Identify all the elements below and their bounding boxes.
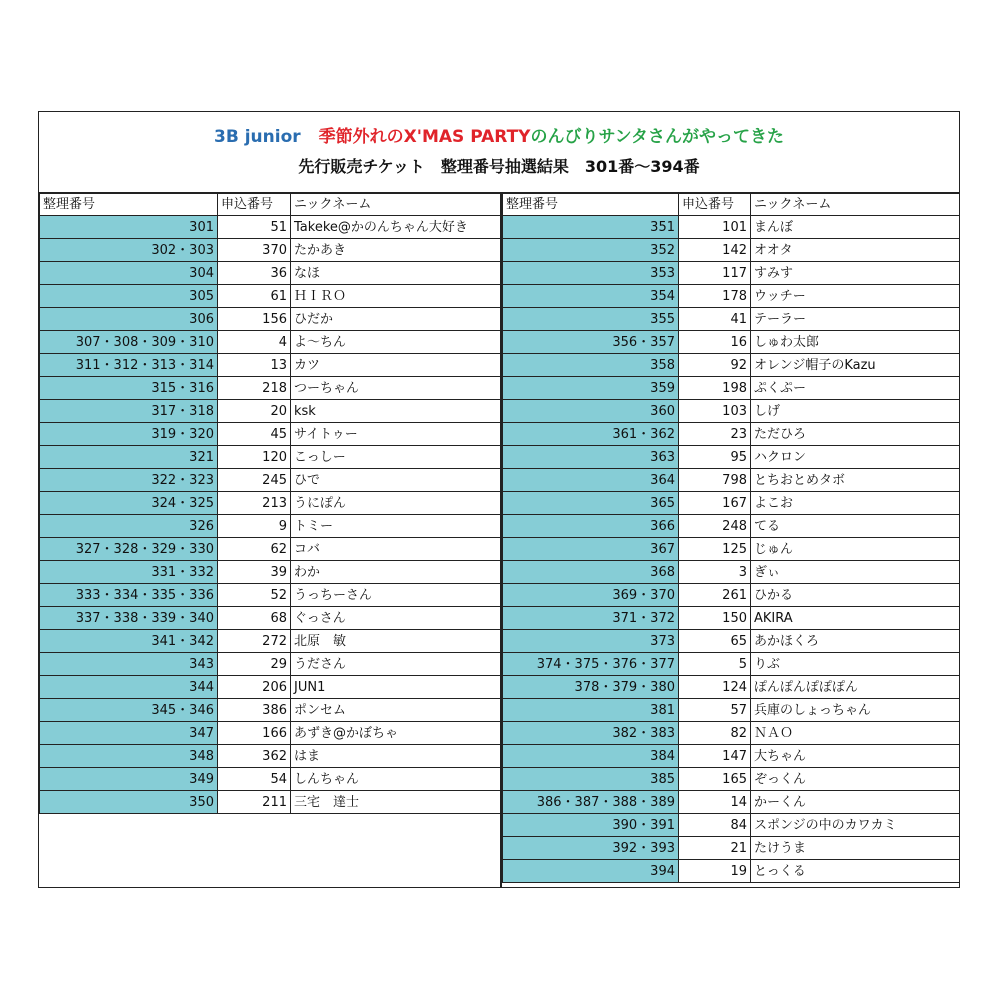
nickname-cell: オレンジ帽子のKazu [751,354,960,377]
table-row [503,791,960,814]
application-number-cell: 198 [679,377,751,400]
nickname-cell: しんちゃん [291,768,501,791]
nickname-cell: ただひろ [751,423,960,446]
seat-number-cell: 343 [40,653,218,676]
seat-number-cell: 333・334・335・336 [40,584,218,607]
table-row [503,216,960,239]
table-row [503,400,960,423]
table-header-row [40,194,501,216]
application-number-cell: 261 [679,584,751,607]
table-row [40,653,501,676]
seat-number-cell: 366 [503,515,679,538]
seat-number-cell: 306 [40,308,218,331]
application-number-cell: 3 [679,561,751,584]
seat-number-cell: 350 [40,791,218,814]
nickname-cell: あずき@かぼちゃ [291,722,501,745]
sheet-header [39,112,959,193]
table-row [40,791,501,814]
results-table-right [502,193,960,883]
table-row [40,285,501,308]
application-number-cell: 41 [679,308,751,331]
nickname-cell: ＨＩＲＯ [291,285,501,308]
table-row [503,262,960,285]
nickname-cell: とちおとめタボ [751,469,960,492]
seat-number-cell: 326 [40,515,218,538]
table-row [40,308,501,331]
table-row [503,860,960,883]
table-row [40,538,501,561]
application-number-cell: 95 [679,446,751,469]
nickname-cell: りぶ [751,653,960,676]
seat-number-cell: 327・328・329・330 [40,538,218,561]
nickname-cell: うにぽん [291,492,501,515]
seat-number-cell: 392・393 [503,837,679,860]
seat-number-cell: 374・375・376・377 [503,653,679,676]
application-number-cell: 213 [218,492,291,515]
application-number-cell: 124 [679,676,751,699]
nickname-cell: はま [291,745,501,768]
seat-number-cell: 360 [503,400,679,423]
application-number-cell: 156 [218,308,291,331]
seat-number-cell: 351 [503,216,679,239]
nickname-cell: たかあき [291,239,501,262]
table-row [503,676,960,699]
seat-number-cell: 394 [503,860,679,883]
application-number-cell: 84 [679,814,751,837]
seat-number-cell: 369・370 [503,584,679,607]
application-number-cell: 165 [679,768,751,791]
table-row [503,814,960,837]
application-number-cell: 19 [679,860,751,883]
nickname-cell: ウッチー [751,285,960,308]
nickname-cell: たけうま [751,837,960,860]
nickname-cell: まんぼ [751,216,960,239]
nickname-cell: ぷくぷー [751,377,960,400]
table-row [503,607,960,630]
application-number-cell: 9 [218,515,291,538]
seat-number-cell: 344 [40,676,218,699]
seat-number-cell: 311・312・313・314 [40,354,218,377]
seat-number-cell: 390・391 [503,814,679,837]
seat-number-cell: 349 [40,768,218,791]
nickname-cell: よ～ちん [291,331,501,354]
nickname-cell: なほ [291,262,501,285]
nickname-cell: AKIRA [751,607,960,630]
nickname-cell: スポンジの中のカワカミ [751,814,960,837]
seat-number-cell: 307・308・309・310 [40,331,218,354]
seat-number-cell: 354 [503,285,679,308]
table-row [40,584,501,607]
table-row [503,469,960,492]
application-number-cell: 4 [218,331,291,354]
table-row [503,308,960,331]
table-row [40,239,501,262]
application-number-cell: 272 [218,630,291,653]
nickname-cell: 大ちゃん [751,745,960,768]
nickname-cell: あかほくろ [751,630,960,653]
application-number-cell: 245 [218,469,291,492]
nickname-cell: しゅわ太郎 [751,331,960,354]
seat-number-cell: 355 [503,308,679,331]
seat-number-cell: 386・387・388・389 [503,791,679,814]
nickname-cell: ひかる [751,584,960,607]
table-row [40,768,501,791]
nickname-cell: ポンセム [291,699,501,722]
table-row [40,469,501,492]
table-row [503,446,960,469]
application-number-cell: 29 [218,653,291,676]
table-row [503,745,960,768]
column-header-application: 申込番号 [679,194,751,216]
seat-number-cell: 358 [503,354,679,377]
nickname-cell: てる [751,515,960,538]
table-row [503,354,960,377]
table-row [40,699,501,722]
application-number-cell: 125 [679,538,751,561]
seat-number-cell: 367 [503,538,679,561]
table-row [503,653,960,676]
nickname-cell: ひだか [291,308,501,331]
application-number-cell: 248 [679,515,751,538]
table-header-row [503,194,960,216]
results-sheet [38,111,960,888]
table-row [503,630,960,653]
application-number-cell: 23 [679,423,751,446]
nickname-cell: つーちゃん [291,377,501,400]
seat-number-cell: 373 [503,630,679,653]
nickname-cell: こっしー [291,446,501,469]
seat-number-cell: 322・323 [40,469,218,492]
nickname-cell: ハクロン [751,446,960,469]
application-number-cell: 54 [218,768,291,791]
application-number-cell: 21 [679,837,751,860]
application-number-cell: 5 [679,653,751,676]
table-row [40,561,501,584]
nickname-cell: ぽんぽんぽぽぽん [751,676,960,699]
seat-number-cell: 352 [503,239,679,262]
application-number-cell: 14 [679,791,751,814]
nickname-cell: うださん [291,653,501,676]
table-row [40,216,501,239]
application-number-cell: 798 [679,469,751,492]
application-number-cell: 362 [218,745,291,768]
application-number-cell: 62 [218,538,291,561]
seat-number-cell: 384 [503,745,679,768]
nickname-cell: テーラー [751,308,960,331]
table-row [503,331,960,354]
event-subtitle: のんびりサンタさんがやってきた [530,127,784,147]
application-number-cell: 117 [679,262,751,285]
nickname-cell: コバ [291,538,501,561]
seat-number-cell: 337・338・339・340 [40,607,218,630]
application-number-cell: 51 [218,216,291,239]
table-row [503,538,960,561]
table-row [40,446,501,469]
seat-number-cell: 331・332 [40,561,218,584]
table-row [40,400,501,423]
application-number-cell: 178 [679,285,751,308]
seat-number-cell: 356・357 [503,331,679,354]
table-row [40,262,501,285]
table-row [40,722,501,745]
seat-number-cell: 381 [503,699,679,722]
application-number-cell: 68 [218,607,291,630]
nickname-cell: うっちーさん [291,584,501,607]
column-header-seat: 整理番号 [503,194,679,216]
seat-number-cell: 317・318 [40,400,218,423]
table-row [40,745,501,768]
application-number-cell: 120 [218,446,291,469]
table-row [503,722,960,745]
nickname-cell: カツ [291,354,501,377]
table-row [40,492,501,515]
results-subtitle: 先行販売チケット 整理番号抽選結果 301番～394番 [298,157,700,176]
application-number-cell: 218 [218,377,291,400]
nickname-cell: ぐっさん [291,607,501,630]
seat-number-cell: 378・379・380 [503,676,679,699]
application-number-cell: 39 [218,561,291,584]
application-number-cell: 82 [679,722,751,745]
nickname-cell: 三宅 達士 [291,791,501,814]
table-row [40,630,501,653]
table-row [503,239,960,262]
nickname-cell: ひで [291,469,501,492]
nickname-cell: ksk [291,400,501,423]
table-row [40,423,501,446]
seat-number-cell: 359 [503,377,679,400]
table-row [503,768,960,791]
seat-number-cell: 324・325 [40,492,218,515]
table-row [503,584,960,607]
seat-number-cell: 321 [40,446,218,469]
seat-number-cell: 353 [503,262,679,285]
nickname-cell: オオタ [751,239,960,262]
seat-number-cell: 304 [40,262,218,285]
nickname-cell: 兵庫のしょっちゃん [751,699,960,722]
application-number-cell: 57 [679,699,751,722]
nickname-cell: 北原 敏 [291,630,501,653]
table-row [503,561,960,584]
event-name: 季節外れのX'MAS PARTY [318,127,531,147]
application-number-cell: 386 [218,699,291,722]
nickname-cell: ぞっくん [751,768,960,791]
seat-number-cell: 341・342 [40,630,218,653]
seat-number-cell: 301 [40,216,218,239]
results-table-left [39,193,501,814]
table-row [40,377,501,400]
table-row [503,423,960,446]
table-row [503,492,960,515]
application-number-cell: 45 [218,423,291,446]
application-number-cell: 206 [218,676,291,699]
application-number-cell: 16 [679,331,751,354]
seat-number-cell: 361・362 [503,423,679,446]
seat-number-cell: 305 [40,285,218,308]
application-number-cell: 65 [679,630,751,653]
seat-number-cell: 347 [40,722,218,745]
column-header-seat: 整理番号 [40,194,218,216]
column-header-nickname: ニックネーム [291,194,501,216]
nickname-cell: ぎぃ [751,561,960,584]
table-row [40,607,501,630]
seat-number-cell: 385 [503,768,679,791]
seat-number-cell: 364 [503,469,679,492]
nickname-cell: しげ [751,400,960,423]
nickname-cell: JUN1 [291,676,501,699]
application-number-cell: 150 [679,607,751,630]
table-row [40,676,501,699]
nickname-cell: かーくん [751,791,960,814]
application-number-cell: 101 [679,216,751,239]
nickname-cell: よこお [751,492,960,515]
application-number-cell: 13 [218,354,291,377]
nickname-cell: すみす [751,262,960,285]
seat-number-cell: 363 [503,446,679,469]
seat-number-cell: 302・303 [40,239,218,262]
seat-number-cell: 365 [503,492,679,515]
nickname-cell: わか [291,561,501,584]
column-header-nickname: ニックネーム [751,194,960,216]
application-number-cell: 103 [679,400,751,423]
table-row [503,515,960,538]
application-number-cell: 167 [679,492,751,515]
table-row [40,515,501,538]
application-number-cell: 61 [218,285,291,308]
seat-number-cell: 319・320 [40,423,218,446]
column-header-application: 申込番号 [218,194,291,216]
table-row [503,837,960,860]
application-number-cell: 36 [218,262,291,285]
application-number-cell: 20 [218,400,291,423]
nickname-cell: トミー [291,515,501,538]
application-number-cell: 142 [679,239,751,262]
application-number-cell: 370 [218,239,291,262]
nickname-cell: サイトゥー [291,423,501,446]
table-row [503,699,960,722]
seat-number-cell: 348 [40,745,218,768]
table-row [503,377,960,400]
nickname-cell: ＮＡＯ [751,722,960,745]
table-row [503,285,960,308]
application-number-cell: 92 [679,354,751,377]
seat-number-cell: 345・346 [40,699,218,722]
table-row [40,354,501,377]
seat-number-cell: 371・372 [503,607,679,630]
nickname-cell: じゅん [751,538,960,561]
application-number-cell: 166 [218,722,291,745]
application-number-cell: 52 [218,584,291,607]
table-row [40,331,501,354]
event-title [39,122,959,147]
nickname-cell: Takeke@かのんちゃん大好き [291,216,501,239]
seat-number-cell: 382・383 [503,722,679,745]
artist-name: 3B junior [214,127,301,147]
application-number-cell: 211 [218,791,291,814]
application-number-cell: 147 [679,745,751,768]
seat-number-cell: 368 [503,561,679,584]
seat-number-cell: 315・316 [40,377,218,400]
nickname-cell: とっくる [751,860,960,883]
